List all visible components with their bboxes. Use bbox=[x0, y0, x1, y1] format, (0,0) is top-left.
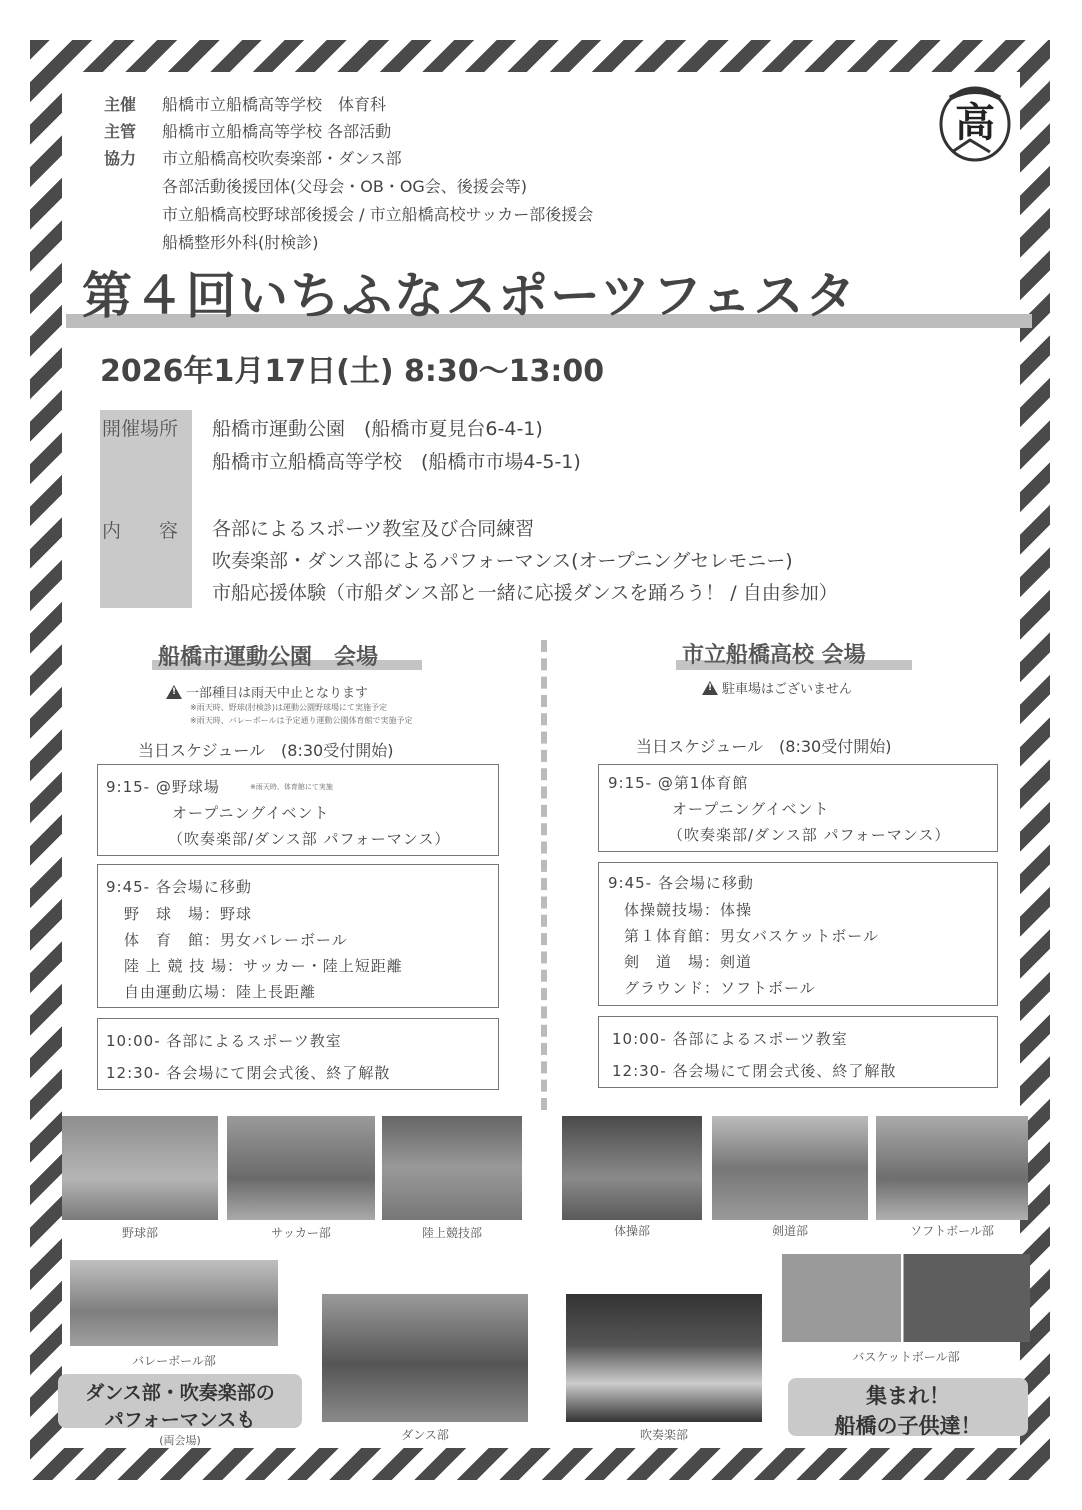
left-schedule-title: 当日スケジュール (8:30受付開始) bbox=[138, 741, 394, 760]
right-slogan bbox=[788, 1378, 1028, 1436]
right-schedule-title: 当日スケジュール (8:30受付開始) bbox=[636, 737, 892, 756]
cooperation-label: 協力 bbox=[104, 149, 137, 168]
organizer-label: 主催 bbox=[104, 95, 137, 114]
venue-place: 船橋市運動公園 (船橋市夏見台6-4-1) bbox=[212, 418, 543, 440]
left-opening-note: ※雨天時、体育館にて実施 bbox=[250, 783, 333, 791]
left-slogan-line: ダンス部・吹奏楽部の bbox=[85, 1382, 275, 1404]
right-move-row: グラウンド：ソフトボール bbox=[624, 979, 816, 997]
venue-info-label: 開催場所 bbox=[102, 418, 179, 440]
baseball-photo bbox=[62, 1116, 218, 1220]
right-end-line: 10:00- 各部によるスポーツ教室 bbox=[612, 1030, 848, 1048]
dance-caption: ダンス部 bbox=[401, 1428, 449, 1442]
right-venue-warning: !駐車場はございません bbox=[702, 678, 852, 697]
venue-place: 船橋市立船橋高等学校 (船橋市市場4-5-1) bbox=[212, 451, 581, 473]
right-end-line: 12:30- 各会場にて閉会式後、終了解散 bbox=[612, 1062, 897, 1080]
band-photo bbox=[566, 1294, 762, 1422]
gymnastics-caption: 体操部 bbox=[613, 1224, 650, 1238]
soccer-caption: サッカー部 bbox=[271, 1226, 331, 1240]
content-info-label: 内 容 bbox=[102, 520, 179, 542]
right-opening-detail: （吹奏楽部/ダンス部 パフォーマンス） bbox=[668, 826, 951, 844]
basketball-photo bbox=[782, 1254, 1030, 1342]
left-opening-event: オープニングイベント bbox=[172, 804, 330, 822]
left-venue-note: ※雨天時、野球(肘検診)は運動公園野球場にて実施予定 bbox=[190, 703, 387, 712]
right-opening-time: 9:15- @第1体育館 bbox=[608, 774, 749, 792]
event-title: 第４回いちふなスポーツフェスタ bbox=[82, 267, 858, 325]
track-caption: 陸上競技部 bbox=[421, 1226, 482, 1240]
left-end-line: 12:30- 各会場にて閉会式後、終了解散 bbox=[106, 1064, 391, 1082]
track-photo bbox=[382, 1116, 522, 1220]
volleyball-caption: バレーボール部 bbox=[132, 1354, 216, 1368]
event-date: 2026年1月17日(土) 8:30〜13:00 bbox=[100, 354, 605, 389]
gymnastics-photo bbox=[562, 1116, 702, 1220]
organizer-text: 船橋市立船橋高等学校 体育科 bbox=[162, 95, 387, 114]
left-slogan-line: パフォーマンスも bbox=[104, 1409, 256, 1431]
kendo-caption: 剣道部 bbox=[771, 1224, 808, 1238]
baseball-caption: 野球部 bbox=[121, 1226, 158, 1240]
volleyball-photo bbox=[70, 1260, 278, 1346]
left-move-row: 野 球 場：野球 bbox=[124, 905, 253, 923]
right-move-header: 9:45- 各会場に移動 bbox=[608, 874, 754, 892]
band-caption: 吹奏楽部 bbox=[639, 1428, 688, 1442]
cooperator-line: 市立船橋高校野球部後援会 / 市立船橋高校サッカー部後援会 bbox=[162, 205, 594, 224]
left-move-row: 陸 上 競 技 場：サッカー・陸上短距離 bbox=[124, 957, 403, 975]
left-venue-title: 船橋市運動公園 会場 bbox=[158, 645, 379, 670]
center-divider bbox=[541, 640, 547, 1110]
left-move-row: 体 育 館：男女バレーボール bbox=[124, 931, 348, 949]
right-move-row: 体操競技場：体操 bbox=[624, 901, 753, 919]
left-slogan bbox=[58, 1374, 302, 1431]
kendo-photo bbox=[712, 1116, 868, 1220]
left-opening-time: 9:15- @野球場 bbox=[106, 778, 220, 796]
basketball-caption: バスケットボール部 bbox=[852, 1350, 960, 1364]
content-item: 吹奏楽部・ダンス部によるパフォーマンス(オープニングセレモニー) bbox=[212, 550, 793, 572]
warning-icon bbox=[166, 685, 182, 699]
right-slogan-line: 船橋の子供達！ bbox=[834, 1414, 982, 1438]
manager-text: 船橋市立船橋高等学校 各部活動 bbox=[162, 122, 392, 141]
dance-photo bbox=[322, 1294, 528, 1422]
right-move-row: 第１体育館：男女バスケットボール bbox=[624, 927, 879, 945]
school-emblem bbox=[930, 80, 1020, 164]
left-slogan-note: (両会場) bbox=[159, 1434, 201, 1447]
manager-label: 主管 bbox=[104, 122, 137, 141]
left-venue-note: ※雨天時、バレーボールは予定通り運動公園体育館で実施予定 bbox=[190, 716, 413, 725]
left-end-line: 10:00- 各部によるスポーツ教室 bbox=[106, 1032, 342, 1050]
softball-caption: ソフトボール部 bbox=[910, 1224, 994, 1238]
right-opening-event: オープニングイベント bbox=[672, 800, 830, 818]
left-opening-detail: （吹奏楽部/ダンス部 パフォーマンス） bbox=[168, 830, 451, 848]
content-item: 各部によるスポーツ教室及び合同練習 bbox=[212, 518, 535, 540]
cooperation-text: 市立船橋高校吹奏楽部・ダンス部 bbox=[162, 149, 402, 168]
right-venue-title: 市立船橋高校 会場 bbox=[682, 643, 866, 668]
cooperator-line: 各部活動後援団体(父母会・OB・OG会、後援会等) bbox=[162, 177, 528, 196]
right-slogan-line: 集まれ！ bbox=[866, 1384, 950, 1408]
right-move-row: 剣 道 場：剣道 bbox=[624, 953, 753, 971]
left-move-header: 9:45- 各会場に移動 bbox=[106, 878, 252, 896]
softball-photo bbox=[876, 1116, 1028, 1220]
left-venue-warning: !一部種目は雨天中止となります bbox=[166, 682, 368, 701]
warning-icon bbox=[702, 681, 718, 695]
left-move-row: 自由運動広場：陸上長距離 bbox=[124, 983, 317, 1001]
emblem-char: 高 bbox=[955, 100, 995, 146]
cooperator-line: 船橋整形外科(肘検診) bbox=[162, 233, 319, 252]
content-item: 市船応援体験（市船ダンス部と一緒に応援ダンスを踊ろう！ / 自由参加） bbox=[212, 582, 838, 604]
soccer-photo bbox=[227, 1116, 375, 1220]
